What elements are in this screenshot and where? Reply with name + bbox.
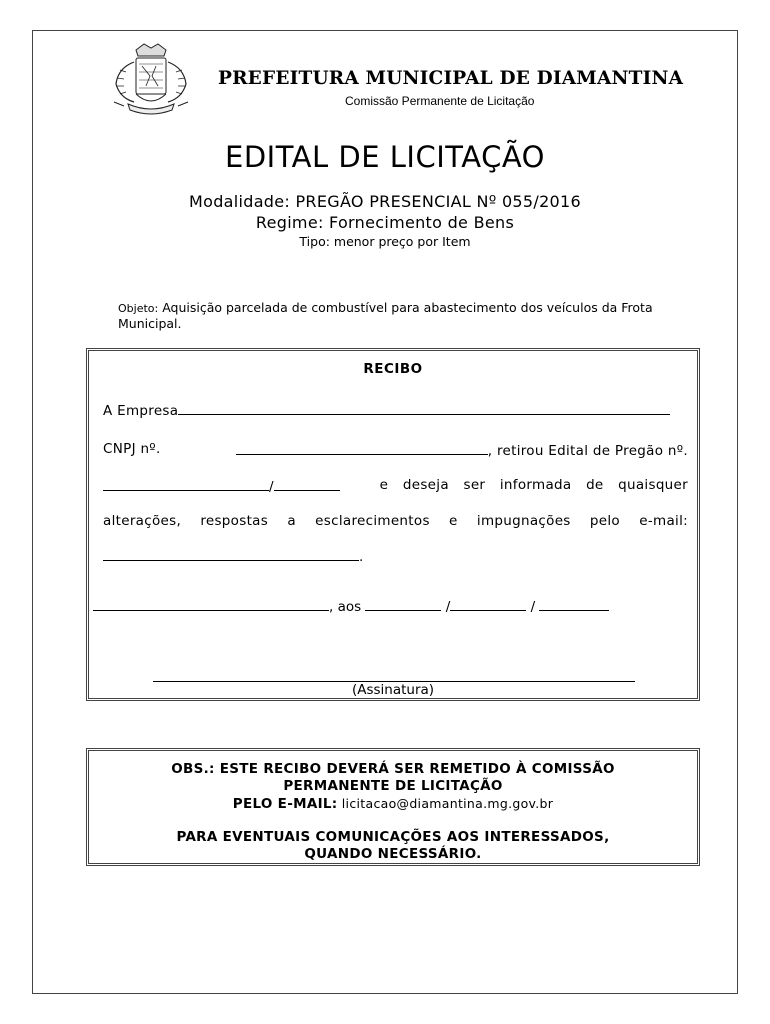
cnpj-field[interactable] — [236, 441, 488, 455]
email-line — [103, 547, 688, 565]
obs-line-5: QUANDO NECESSÁRIO. — [304, 846, 482, 862]
cnpj-line — [103, 441, 688, 459]
municipal-crest-icon — [106, 42, 196, 118]
month-field[interactable] — [450, 597, 526, 611]
obs-box — [86, 748, 700, 866]
signature-label: (Assinatura) — [351, 682, 435, 698]
place-field[interactable] — [93, 597, 329, 611]
empresa-label: A Empresa — [103, 403, 179, 419]
objeto-text: Aquisição parcelada de combustível para abastecimento dos veículos da Frota Municipal. — [118, 300, 653, 331]
aos-text: , aos — [329, 599, 362, 615]
alteracoes-word-7: pelo — [589, 513, 620, 529]
alteracoes-word-2: respostas — [200, 513, 269, 529]
alteracoes-word-4: esclarecimentos — [315, 513, 430, 529]
empresa-field[interactable] — [178, 401, 670, 415]
empresa-line — [103, 401, 688, 419]
org-subtitle: Comissão Permanente de Licitação — [345, 94, 535, 108]
day-field[interactable] — [365, 597, 441, 611]
date-slash-1: / — [445, 599, 451, 615]
obs-line-1: OBS.: ESTE RECIBO DEVERÁ SER REMETIDO À COMISSÃO — [171, 761, 615, 777]
cnpj-label: CNPJ nº. — [103, 441, 161, 457]
date-slash-2: / — [530, 599, 536, 615]
period-text: . — [359, 549, 364, 565]
org-name: PREFEITURA MUNICIPAL DE DIAMANTINA — [218, 68, 684, 89]
place-date-line — [93, 597, 609, 615]
pregao-year-field[interactable] — [274, 477, 340, 491]
retirou-text: , retirou Edital de Pregão nº. — [487, 443, 688, 459]
objeto-label: Objeto: — [118, 302, 159, 315]
obs-line-2: PERMANENTE DE LICITAÇÃO — [283, 778, 503, 794]
objeto-paragraph — [118, 300, 698, 331]
regime-line: Regime: Fornecimento de Bens — [255, 213, 515, 232]
pregao-line — [103, 477, 688, 495]
alteracoes-word-8: e-mail: — [639, 513, 688, 529]
year-field[interactable] — [539, 597, 609, 611]
obs-email-label: PELO E-MAIL: — [232, 796, 338, 812]
alteracoes-word-6: impugnações — [476, 513, 571, 529]
slash-text: / — [269, 479, 274, 495]
alteracoes-word-5: e — [449, 513, 458, 529]
alteracoes-line — [103, 513, 688, 529]
recibo-title: RECIBO — [363, 361, 423, 377]
modalidade-line: Modalidade: PREGÃO PRESENCIAL Nº 055/2016 — [189, 192, 581, 211]
obs-line-4: PARA EVENTUAIS COMUNICAÇÕES AOS INTERESSADOS, — [176, 829, 610, 845]
obs-paragraph-2 — [89, 829, 697, 863]
tipo-line: Tipo: menor preço por Item — [299, 234, 471, 249]
alteracoes-word-1: alterações, — [103, 513, 182, 529]
recibo-box — [86, 348, 700, 701]
obs-paragraph-1 — [89, 761, 697, 813]
obs-email-line — [89, 795, 697, 813]
alteracoes-word-3: a — [287, 513, 296, 529]
deseja-text: e deseja ser informada de quaisquer — [379, 477, 688, 493]
email-field[interactable] — [103, 547, 359, 561]
obs-email-link[interactable]: licitacao@diamantina.mg.gov.br — [337, 796, 554, 811]
pregao-number-field[interactable] — [103, 477, 269, 491]
page-title: EDITAL DE LICITAÇÃO — [225, 140, 545, 174]
